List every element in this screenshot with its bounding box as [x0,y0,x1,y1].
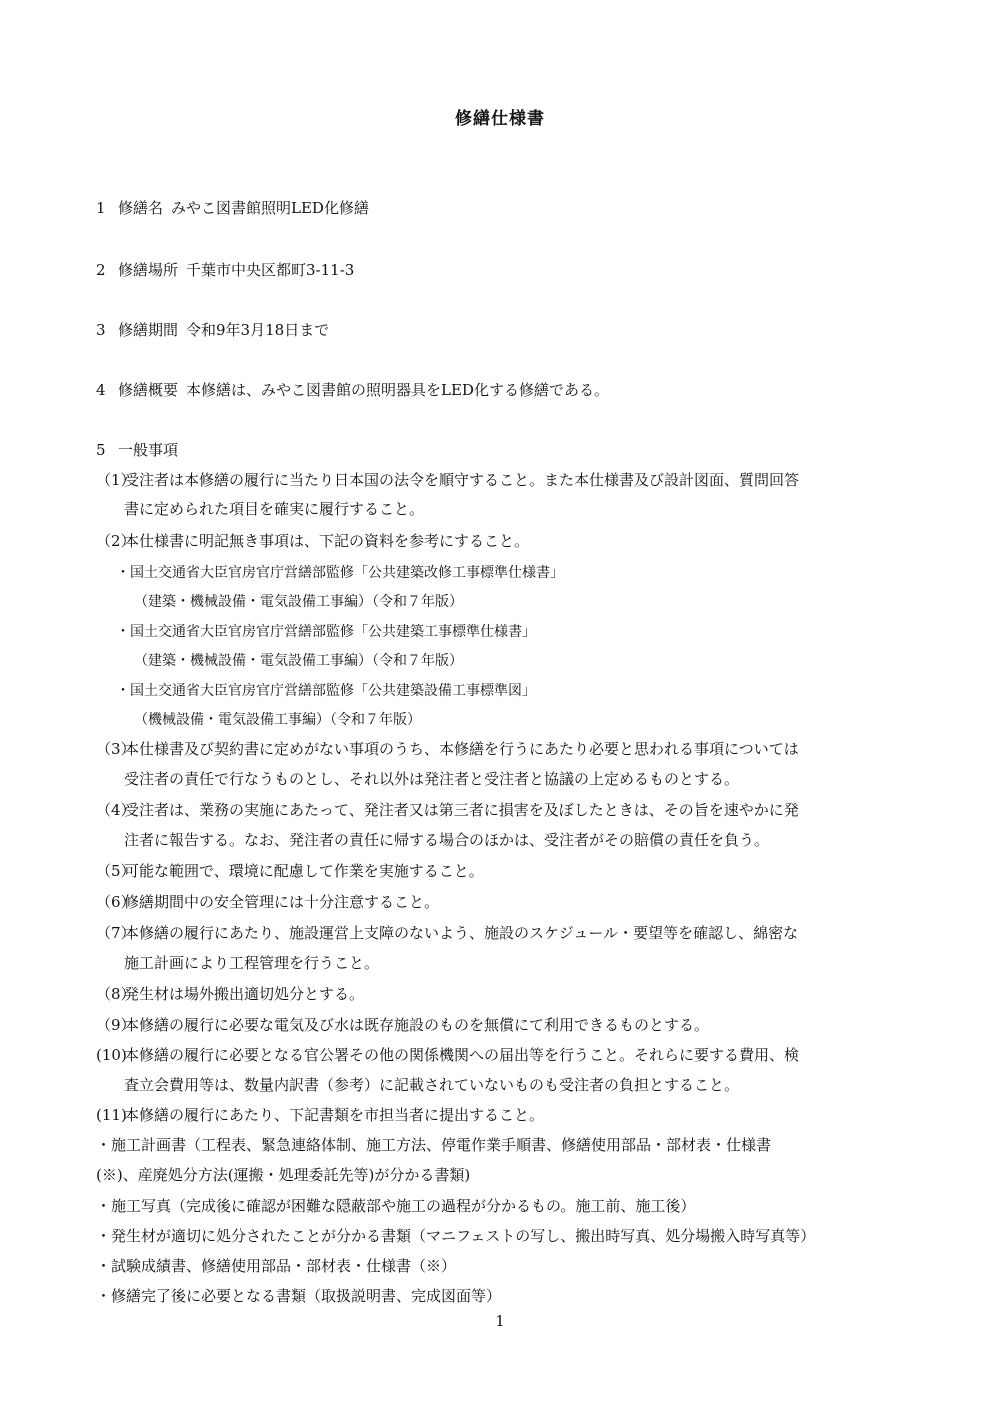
clause-number: （4） [96,801,136,819]
section-number: 5 [96,441,106,459]
item-label: 修繕期間 [118,321,179,339]
document-list-item-2: ・施工写真（完成後に確認が困難な隠蔽部や施工の過程が分かるもの。施工前、施工後） [96,1197,696,1215]
document-title: 修繕仕様書 [455,109,545,129]
clause-number: （8） [96,985,136,1003]
clause-text: 本修繕の履行に必要な電気及び水は既存施設のものを無償にて利用できるものとする。 [124,1016,710,1034]
reference-3-line1: ・国土交通省大臣官房官庁営繕部監修「公共建築設備工事標準図」 [116,683,536,699]
clause-1-line2: 書に定められた項目を確実に履行すること。 [124,500,425,518]
clause-text: 発生材は場外搬出適切処分とする。 [124,985,365,1003]
item-value: 本修繕は、みやこ図書館の照明器具をLED化する修繕である。 [186,381,609,399]
page-number: 1 [495,1312,505,1330]
document-list-item-5: ・修繕完了後に必要となる書類（取扱説明書、完成図面等） [96,1287,502,1305]
clause-text: 本修繕の履行にあたり、下記書類を市担当者に提出すること。 [124,1106,545,1124]
clause-number: （6） [96,893,136,911]
clause-11 [96,1105,906,1125]
clause-4-line2: 注者に報告する。なお、発注者の責任に帰する場合のほかは、受注者がその賠償の責任を負う。 [124,831,770,849]
clause-text: 本仕様書に明記無き事項は、下記の資料を参考にすること。 [124,532,530,550]
reference-1-line2: （建築・機械設備・電気設備工事編）（令和７年版） [134,594,463,610]
item-label: 修繕概要 [118,381,179,399]
clause-3-line1 [96,739,906,759]
item-repair-overview [96,380,906,400]
clause-1-line1 [96,470,906,490]
clause-number: (11) [96,1106,127,1124]
item-number: 2 [96,261,106,279]
item-label: 修繕場所 [118,261,179,279]
reference-2-line1: ・国土交通省大臣官房官庁営繕部監修「公共建築工事標準仕様書」 [116,624,536,640]
document-list-item-1-line2: (※)、産廃処分方法(運搬・処理委託先等)が分かる書類) [96,1166,471,1184]
clause-7-line2: 施工計画により工程管理を行うこと。 [124,954,380,972]
clause-number: （7） [96,924,136,942]
item-repair-period [96,320,906,340]
clause-text: 受注者は、業務の実施にあたって、発注者又は第三者に損害を及ぼしたときは、その旨を速やかに発 [124,801,799,819]
clause-7-line1 [96,923,906,943]
clause-2 [96,531,906,551]
item-number: 4 [96,381,106,399]
clause-10-line1 [96,1045,906,1065]
clause-number: （2） [96,532,136,550]
clause-8 [96,984,906,1004]
clause-text: 本修繕の履行に必要となる官公署その他の関係機関への届出等を行うこと。それらに要する費用、検 [124,1046,800,1064]
item-value: みやこ図書館照明LED化修繕 [171,199,369,217]
item-number: 3 [96,321,106,339]
section-heading-general [96,440,906,460]
clause-5 [96,861,906,881]
clause-number: (10) [96,1046,127,1064]
item-value: 令和9年3月18日まで [186,321,330,339]
clause-text: 受注者は本修繕の履行に当たり日本国の法令を順守すること。また本仕様書及び設計図面、質問回答 [124,471,800,489]
reference-2-line2: （建築・機械設備・電気設備工事編）（令和７年版） [134,653,463,669]
section-title: 一般事項 [118,441,179,459]
clause-number: （1） [96,471,136,489]
clause-4-line1 [96,800,906,820]
item-repair-name [96,198,906,218]
clause-text: 本修繕の履行にあたり、施設運営上支障のないよう、施設のスケジュール・要望等を確認し、綿密な [124,924,799,942]
clause-6 [96,892,906,912]
clause-10-line2: 査立会費用等は、数量内訳書（参考）に記載されていないものも受注者の負担とすること。 [124,1076,740,1094]
clause-9 [96,1015,906,1035]
clause-text: 修繕期間中の安全管理には十分注意すること。 [124,893,440,911]
reference-1-line1: ・国土交通省大臣官房官庁営繕部監修「公共建築改修工事標準仕様書」 [116,565,564,581]
clause-number: （9） [96,1016,136,1034]
reference-3-line2: （機械設備・電気設備工事編）（令和７年版） [134,712,421,728]
item-repair-location [96,260,906,280]
item-label: 修繕名 [118,199,164,217]
clause-number: （3） [96,740,136,758]
document-list-item-3: ・発生材が適切に処分されたことが分かる書類（マニフェストの写し、搬出時写真、処分場搬入時写真等） [96,1227,816,1245]
clause-text: 本仕様書及び契約書に定めがない事項のうち、本修繕を行うにあたり必要と思われる事項については [124,740,799,758]
document-list-item-1-line1: ・施工計画書（工程表、緊急連絡体制、施工方法、停電作業手順書、修繕使用部品・部材表・仕様書 [96,1136,772,1154]
document-list-item-4: ・試験成績書、修繕使用部品・部材表・仕様書（※） [96,1257,457,1275]
item-number: 1 [96,199,106,217]
clause-text: 可能な範囲で、環境に配慮して作業を実施すること。 [124,862,484,880]
clause-3-line2: 受注者の責任で行なうものとし、それ以外は発注者と受注者と協議の上定めるものとする。 [124,770,740,788]
clause-number: （5） [96,862,136,880]
item-value: 千葉市中央区都町3-11-3 [186,261,355,279]
